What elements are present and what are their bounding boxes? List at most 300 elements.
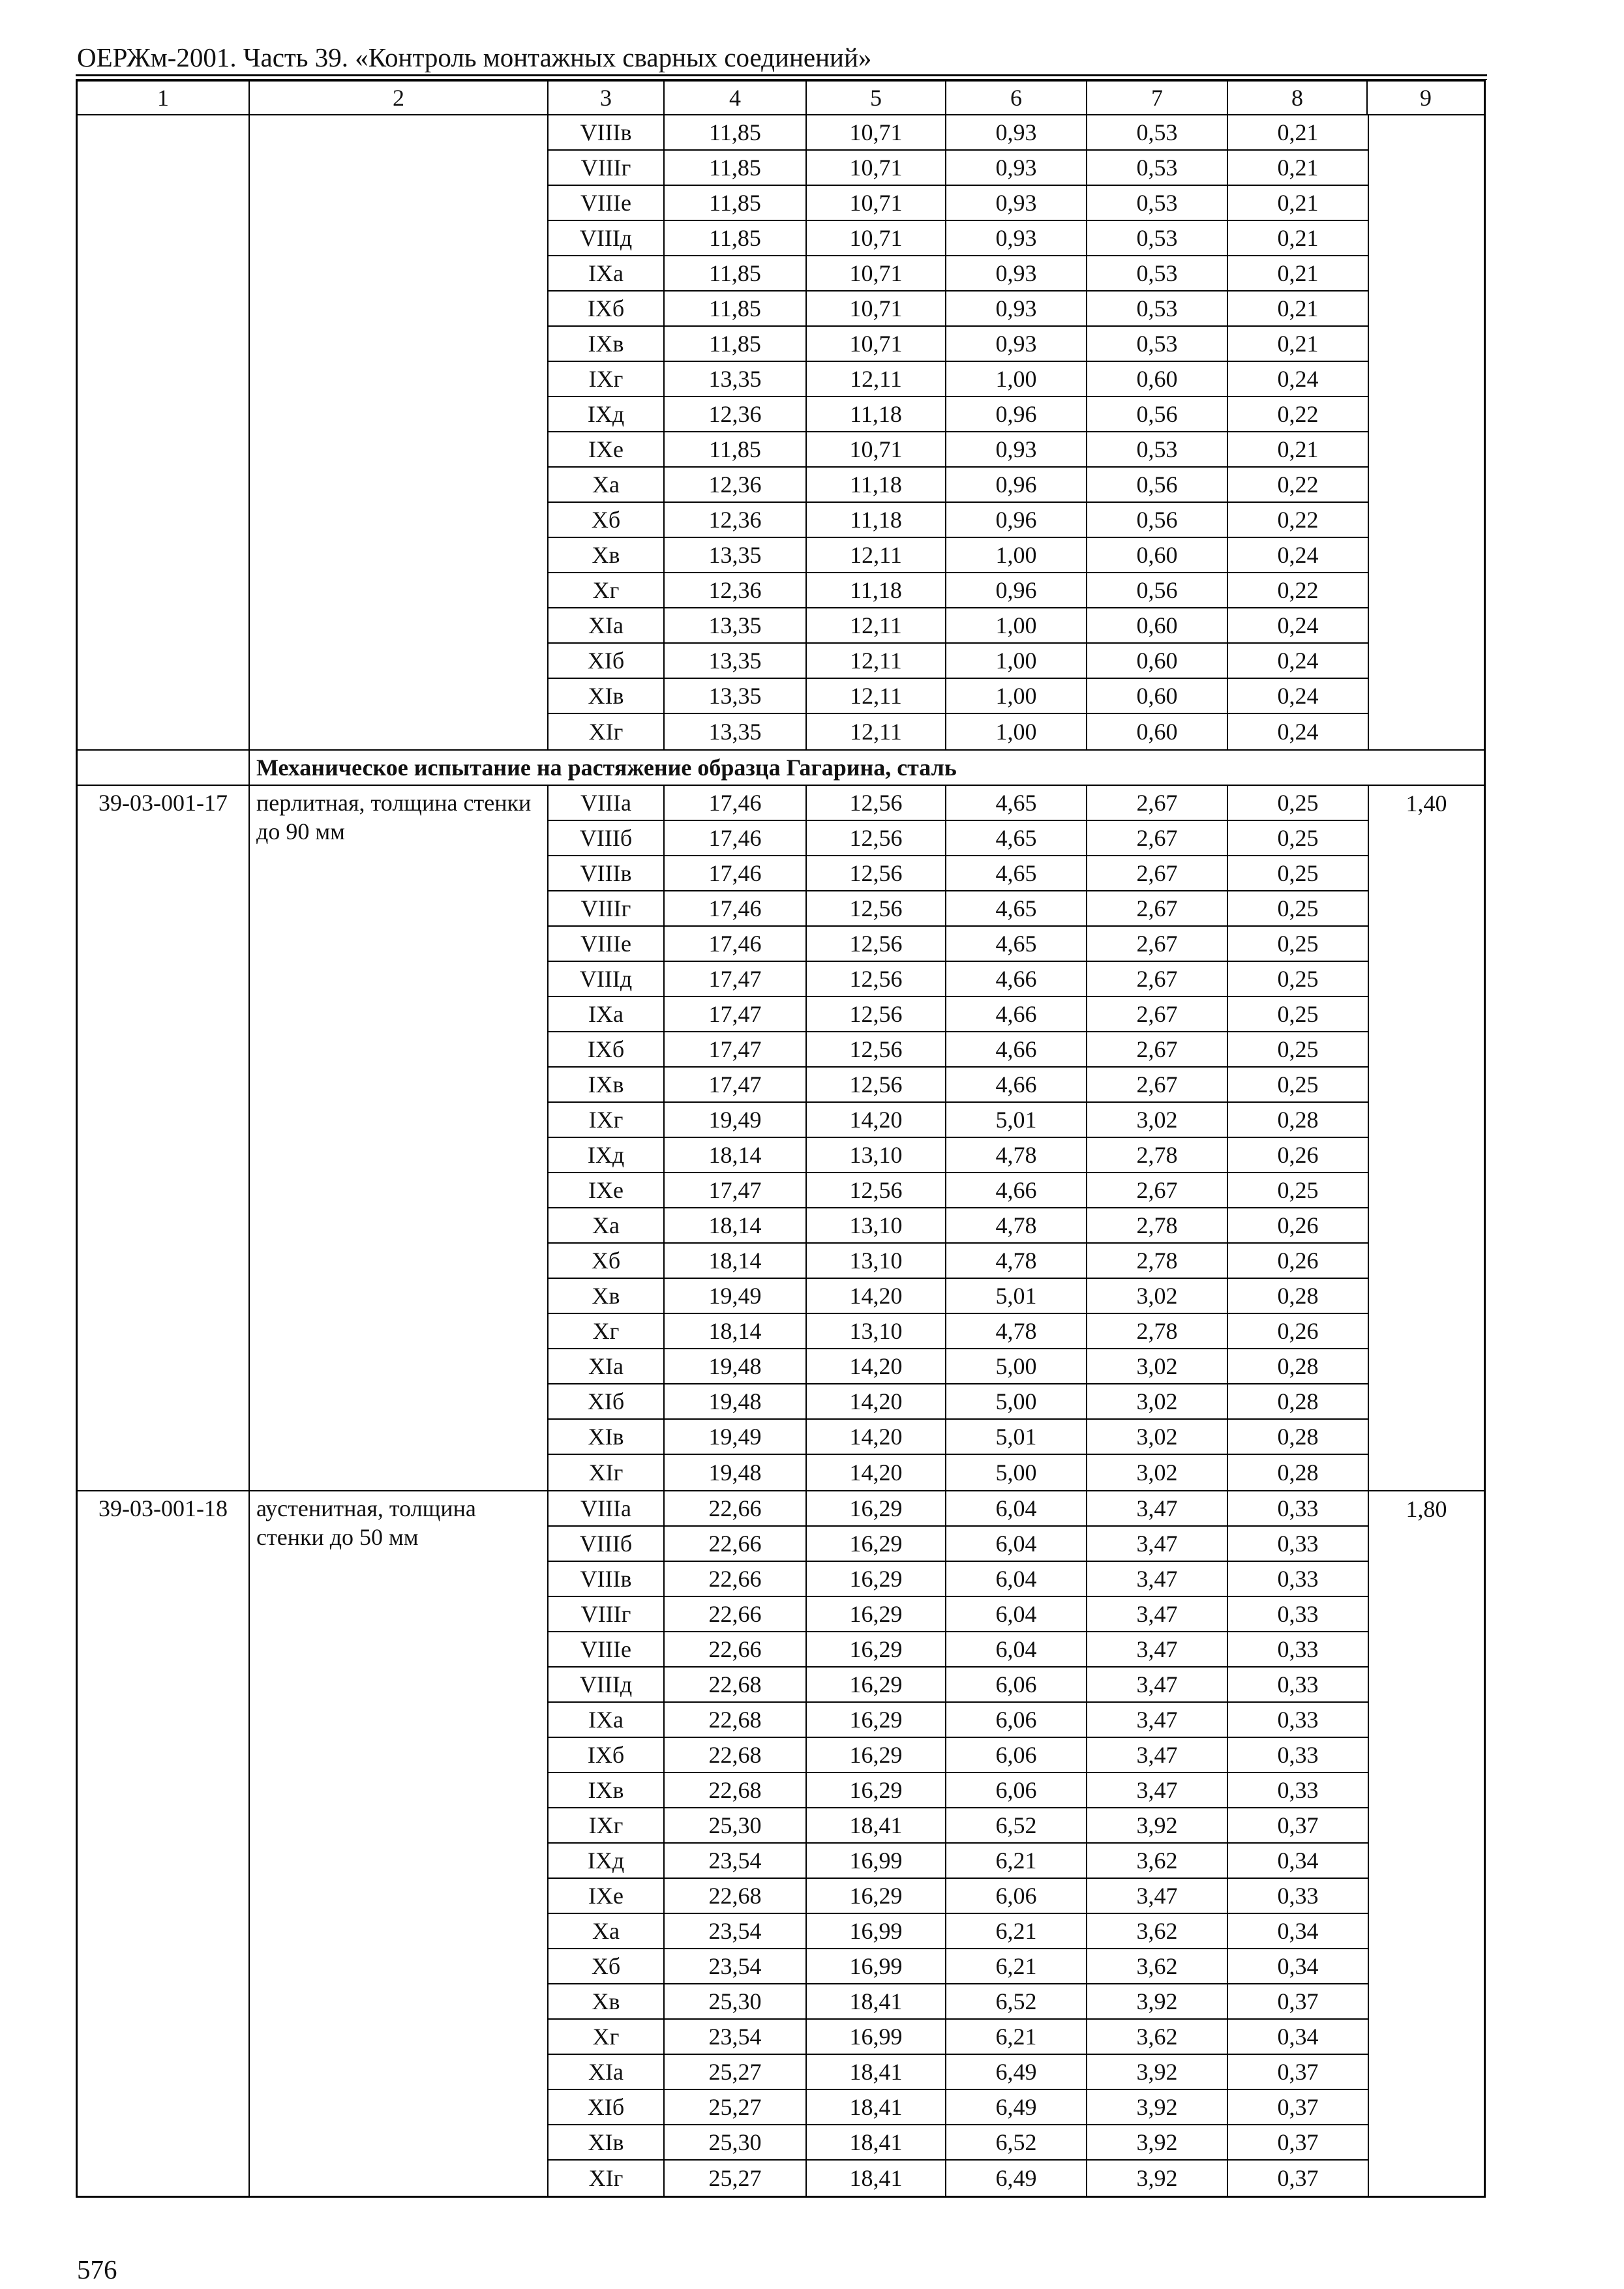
category-cell: IXб — [549, 1738, 665, 1772]
value-cell: 11,18 — [807, 503, 946, 537]
value-cell: 0,25 — [1277, 966, 1319, 992]
value-cell: 11,85 — [665, 115, 807, 149]
value-cell: 25,27 — [665, 2090, 807, 2124]
work-description — [250, 115, 549, 749]
value-cell: 0,25 — [1277, 790, 1319, 816]
value-cell: 0,37 — [1277, 2129, 1319, 2155]
value-cell: 12,11 — [807, 538, 946, 572]
value-cell: 12,56 — [807, 856, 946, 890]
value-cell: 16,99 — [807, 1949, 946, 1983]
table-row — [549, 821, 1368, 856]
value-cell: 0,25 — [1277, 1001, 1319, 1027]
value-cell: 3,62 — [1087, 1949, 1228, 1983]
value-cell: 0,53 — [1087, 151, 1228, 185]
column-number: 9 — [1420, 85, 1432, 111]
value-cell: 4,66 — [946, 1068, 1087, 1101]
table-row — [549, 573, 1368, 608]
value-cell: 0,22 — [1277, 471, 1319, 498]
value-cell: 0,26 — [1277, 1212, 1319, 1238]
page-header: ОЕРЖм-2001. Часть 39. «Контроль монтажных сварных соединений» — [77, 42, 872, 72]
table-row — [549, 115, 1368, 151]
value-cell: 3,92 — [1087, 2090, 1228, 2124]
value-cell: 3,47 — [1087, 1703, 1228, 1737]
value-cell: 0,26 — [1277, 1248, 1319, 1274]
rate-group — [78, 1491, 1484, 2196]
value-cell: 25,27 — [665, 2055, 807, 2089]
table-row — [549, 856, 1368, 891]
value-cell: 22,68 — [665, 1879, 807, 1913]
value-cell: 0,26 — [1277, 1318, 1319, 1344]
table-row — [549, 1879, 1368, 1914]
value-cell: 23,54 — [665, 1844, 807, 1878]
rates-table — [76, 80, 1486, 2198]
value-cell: 0,56 — [1087, 397, 1228, 431]
table-row — [549, 927, 1368, 962]
table-row — [549, 1279, 1368, 1314]
category-cell: IXг — [549, 362, 665, 396]
value-cell: 3,92 — [1087, 2125, 1228, 2159]
value-cell: 18,41 — [807, 2125, 946, 2159]
value-cell: 17,46 — [665, 786, 807, 820]
value-cell: 0,53 — [1087, 327, 1228, 361]
value-cell: 22,66 — [665, 1527, 807, 1561]
value-cell: 16,29 — [807, 1738, 946, 1772]
value-cell: 18,14 — [665, 1208, 807, 1242]
value-cell: 6,49 — [946, 2055, 1087, 2089]
value-cell: 0,33 — [1277, 1566, 1319, 1592]
value-cell: 0,93 — [946, 292, 1087, 325]
value-cell: 12,56 — [807, 927, 946, 961]
value-cell: 12,56 — [807, 1173, 946, 1207]
table-row — [549, 1314, 1368, 1349]
value-cell: 2,78 — [1087, 1244, 1228, 1278]
value-cell: 6,04 — [946, 1597, 1087, 1631]
value-cell: 6,21 — [946, 2020, 1087, 2054]
value-cell: 3,47 — [1087, 1738, 1228, 1772]
category-cell: XIб — [549, 644, 665, 678]
value-cell: 2,67 — [1087, 962, 1228, 996]
column-number: 6 — [946, 82, 1087, 114]
work-description: аустенитная, толщина стенки до 50 мм — [250, 1491, 549, 2196]
value-cell: 11,85 — [665, 256, 807, 290]
value-cell: 0,28 — [1277, 1459, 1319, 1486]
value-cell: 3,02 — [1087, 1455, 1228, 1490]
value-cell: 17,47 — [665, 1032, 807, 1066]
category-cell: IXг — [549, 1808, 665, 1842]
value-cell: 0,25 — [1277, 931, 1319, 957]
value-cell: 5,01 — [946, 1279, 1087, 1313]
value-cell: 3,47 — [1087, 1668, 1228, 1701]
value-cell: 18,41 — [807, 1984, 946, 2018]
value-cell: 22,68 — [665, 1703, 807, 1737]
table-row — [549, 151, 1368, 186]
data-rows — [549, 786, 1368, 1490]
value-cell: 22,68 — [665, 1738, 807, 1772]
value-cell: 3,92 — [1087, 2161, 1228, 2196]
value-cell: 19,48 — [665, 1384, 807, 1418]
value-cell: 12,56 — [807, 962, 946, 996]
category-cell: IXв — [549, 1773, 665, 1807]
value-cell: 0,24 — [1277, 612, 1319, 638]
value-cell: 13,10 — [807, 1138, 946, 1172]
value-cell: 18,14 — [665, 1244, 807, 1278]
table-row — [549, 1208, 1368, 1244]
category-cell: VIIIг — [549, 891, 665, 925]
column-number-row — [78, 82, 1484, 115]
value-cell: 4,78 — [946, 1138, 1087, 1172]
value-cell: 6,04 — [946, 1562, 1087, 1596]
table-row — [549, 362, 1368, 397]
rate-group — [78, 786, 1484, 1491]
value-cell: 10,71 — [807, 327, 946, 361]
value-cell: 19,49 — [665, 1279, 807, 1313]
category-cell: IXв — [549, 1068, 665, 1101]
column-number: 7 — [1087, 82, 1228, 114]
table-row — [549, 1773, 1368, 1808]
value-cell: 6,52 — [946, 1984, 1087, 2018]
value-cell: 6,49 — [946, 2161, 1087, 2196]
value-cell: 1,00 — [946, 644, 1087, 678]
value-cell: 4,65 — [946, 927, 1087, 961]
value-cell: 3,02 — [1087, 1349, 1228, 1383]
rate-code: 39-03-001-17 — [78, 786, 250, 1490]
column-number: 3 — [549, 82, 665, 114]
table-row — [549, 221, 1368, 256]
value-cell: 17,47 — [665, 962, 807, 996]
value-cell: 11,85 — [665, 151, 807, 185]
table-row — [549, 1668, 1368, 1703]
category-cell: XIа — [549, 1349, 665, 1383]
table-row — [549, 1844, 1368, 1879]
value-cell: 4,65 — [946, 786, 1087, 820]
value-cell: 6,52 — [946, 2125, 1087, 2159]
value-cell: 0,25 — [1277, 1036, 1319, 1062]
value-cell: 19,49 — [665, 1103, 807, 1137]
value-cell: 0,25 — [1277, 1071, 1319, 1098]
category-cell: IXд — [549, 1844, 665, 1878]
value-cell: 4,78 — [946, 1244, 1087, 1278]
value-cell: 11,85 — [665, 221, 807, 255]
category-cell: VIIIб — [549, 1527, 665, 1561]
table-row — [549, 997, 1368, 1032]
category-cell: VIIIа — [549, 786, 665, 820]
value-cell: 5,00 — [946, 1384, 1087, 1418]
table-row — [549, 1420, 1368, 1455]
category-cell: XIб — [549, 1384, 665, 1418]
value-cell: 0,25 — [1277, 895, 1319, 921]
column-9-value: 1,80 — [1368, 1491, 1484, 2196]
value-cell: 17,47 — [665, 1068, 807, 1101]
value-cell: 2,67 — [1087, 1032, 1228, 1066]
category-cell: Xв — [549, 538, 665, 572]
table-row — [549, 432, 1368, 468]
value-cell: 6,21 — [946, 1844, 1087, 1878]
table-row — [549, 538, 1368, 573]
value-cell: 6,06 — [946, 1879, 1087, 1913]
table-row — [549, 397, 1368, 432]
category-cell: IXа — [549, 997, 665, 1031]
value-cell: 0,53 — [1087, 221, 1228, 255]
value-cell: 2,67 — [1087, 927, 1228, 961]
value-cell: 4,78 — [946, 1314, 1087, 1348]
value-cell: 0,60 — [1087, 679, 1228, 713]
value-cell: 0,96 — [946, 468, 1087, 501]
value-cell: 0,33 — [1277, 1636, 1319, 1662]
value-cell: 0,25 — [1277, 1177, 1319, 1203]
table-row — [549, 1244, 1368, 1279]
category-cell: VIIIа — [549, 1491, 665, 1525]
table-row — [549, 327, 1368, 362]
table-row — [549, 1173, 1368, 1208]
value-cell: 10,71 — [807, 256, 946, 290]
value-cell: 2,67 — [1087, 1068, 1228, 1101]
category-cell: Xг — [549, 1314, 665, 1348]
value-cell: 17,47 — [665, 1173, 807, 1207]
value-cell: 0,93 — [946, 432, 1087, 466]
value-cell: 0,56 — [1087, 503, 1228, 537]
table-row — [549, 1032, 1368, 1068]
value-cell: 12,56 — [807, 997, 946, 1031]
value-cell: 18,41 — [807, 1808, 946, 1842]
value-cell: 1,00 — [946, 679, 1087, 713]
value-cell: 16,99 — [807, 2020, 946, 2054]
value-cell: 13,10 — [807, 1314, 946, 1348]
table-row — [549, 962, 1368, 997]
value-cell: 12,56 — [807, 1068, 946, 1101]
value-cell: 0,60 — [1087, 608, 1228, 642]
category-cell: VIIIб — [549, 821, 665, 855]
value-cell: 14,20 — [807, 1420, 946, 1454]
value-cell: 0,33 — [1277, 1671, 1319, 1698]
value-cell: 0,28 — [1277, 1353, 1319, 1379]
value-cell: 11,18 — [807, 573, 946, 607]
value-cell: 3,02 — [1087, 1103, 1228, 1137]
value-cell: 14,20 — [807, 1455, 946, 1490]
value-cell: 10,71 — [807, 221, 946, 255]
value-cell: 3,47 — [1087, 1491, 1228, 1525]
value-cell: 0,33 — [1277, 1495, 1319, 1521]
value-cell: 18,14 — [665, 1314, 807, 1348]
table-row — [549, 1349, 1368, 1384]
value-cell: 16,29 — [807, 1491, 946, 1525]
category-cell: Xв — [549, 1279, 665, 1313]
value-cell: 16,29 — [807, 1527, 946, 1561]
value-cell: 5,00 — [946, 1349, 1087, 1383]
value-cell: 1,00 — [946, 608, 1087, 642]
value-cell: 25,27 — [665, 2161, 807, 2196]
value-cell: 0,34 — [1277, 2024, 1319, 2050]
table-row — [549, 2161, 1368, 2196]
value-cell: 16,29 — [807, 1703, 946, 1737]
table-row — [549, 2020, 1368, 2055]
value-cell: 0,33 — [1277, 1883, 1319, 1909]
category-cell: Xа — [549, 1208, 665, 1242]
value-cell: 0,37 — [1277, 1988, 1319, 2014]
value-cell: 2,78 — [1087, 1208, 1228, 1242]
value-cell: 5,01 — [946, 1103, 1087, 1137]
value-cell: 6,21 — [946, 1914, 1087, 1948]
value-cell: 2,67 — [1087, 786, 1228, 820]
value-cell: 0,93 — [946, 256, 1087, 290]
value-cell: 14,20 — [807, 1279, 946, 1313]
value-cell: 0,93 — [946, 327, 1087, 361]
value-cell: 1,00 — [946, 362, 1087, 396]
value-cell: 4,66 — [946, 1173, 1087, 1207]
empty-cell — [78, 751, 250, 785]
value-cell: 14,20 — [807, 1103, 946, 1137]
value-cell: 18,41 — [807, 2090, 946, 2124]
value-cell: 13,35 — [665, 644, 807, 678]
value-cell: 6,06 — [946, 1738, 1087, 1772]
value-cell: 2,67 — [1087, 856, 1228, 890]
value-cell: 2,67 — [1087, 1173, 1228, 1207]
value-cell: 22,66 — [665, 1491, 807, 1525]
table-row — [549, 1914, 1368, 1949]
value-cell: 0,34 — [1277, 1848, 1319, 1874]
value-cell: 12,11 — [807, 362, 946, 396]
value-cell: 16,99 — [807, 1844, 946, 1878]
value-cell: 6,06 — [946, 1668, 1087, 1701]
value-cell: 10,71 — [807, 115, 946, 149]
value-cell: 23,54 — [665, 2020, 807, 2054]
column-number: 1 — [78, 82, 250, 114]
value-cell: 16,29 — [807, 1597, 946, 1631]
value-cell: 0,60 — [1087, 714, 1228, 749]
value-cell: 3,47 — [1087, 1527, 1228, 1561]
value-cell: 0,25 — [1277, 825, 1319, 851]
value-cell: 4,66 — [946, 997, 1087, 1031]
rate-code: 39-03-001-18 — [78, 1491, 250, 2196]
value-cell: 0,22 — [1277, 401, 1319, 427]
value-cell: 22,68 — [665, 1773, 807, 1807]
value-cell: 13,35 — [665, 679, 807, 713]
table-row — [549, 468, 1368, 503]
value-cell: 3,47 — [1087, 1879, 1228, 1913]
value-cell: 0,21 — [1277, 436, 1319, 462]
value-cell: 0,33 — [1277, 1742, 1319, 1768]
value-cell: 0,21 — [1277, 190, 1319, 216]
value-cell: 0,25 — [1277, 860, 1319, 886]
value-cell: 12,36 — [665, 468, 807, 501]
category-cell: VIIIв — [549, 115, 665, 149]
value-cell: 4,65 — [946, 891, 1087, 925]
value-cell: 11,18 — [807, 468, 946, 501]
category-cell: Xа — [549, 1914, 665, 1948]
value-cell: 4,66 — [946, 962, 1087, 996]
table-row — [549, 186, 1368, 221]
value-cell: 22,66 — [665, 1632, 807, 1666]
value-cell: 0,24 — [1277, 366, 1319, 392]
category-cell: VIIIв — [549, 1562, 665, 1596]
value-cell: 0,56 — [1087, 468, 1228, 501]
value-cell: 25,30 — [665, 1984, 807, 2018]
value-cell: 3,92 — [1087, 1984, 1228, 2018]
category-cell: XIв — [549, 679, 665, 713]
category-cell: XIг — [549, 2161, 665, 2196]
value-cell: 3,47 — [1087, 1597, 1228, 1631]
value-cell: 0,24 — [1277, 719, 1319, 745]
value-cell: 3,62 — [1087, 1914, 1228, 1948]
table-row — [549, 714, 1368, 749]
value-cell: 14,20 — [807, 1349, 946, 1383]
value-cell: 0,21 — [1277, 331, 1319, 357]
value-cell: 19,49 — [665, 1420, 807, 1454]
table-row — [549, 1384, 1368, 1420]
table-row — [549, 891, 1368, 927]
value-cell: 1,00 — [946, 538, 1087, 572]
data-rows — [549, 1491, 1368, 2196]
value-cell: 0,28 — [1277, 1388, 1319, 1414]
value-cell: 0,28 — [1277, 1283, 1319, 1309]
value-cell: 13,10 — [807, 1208, 946, 1242]
value-cell: 12,56 — [807, 821, 946, 855]
value-cell: 12,11 — [807, 679, 946, 713]
value-cell: 25,30 — [665, 2125, 807, 2159]
table-row — [549, 1527, 1368, 1562]
table-row — [549, 1597, 1368, 1632]
value-cell: 3,62 — [1087, 1844, 1228, 1878]
category-cell: XIг — [549, 714, 665, 749]
value-cell: 0,37 — [1277, 2094, 1319, 2120]
value-cell: 0,33 — [1277, 1531, 1319, 1557]
category-cell: VIIIд — [549, 1668, 665, 1701]
value-cell: 0,93 — [946, 115, 1087, 149]
section-row — [78, 751, 1484, 786]
header-rule — [76, 74, 1487, 76]
table-row — [549, 292, 1368, 327]
table-row — [549, 679, 1368, 714]
value-cell: 6,49 — [946, 2090, 1087, 2124]
value-cell: 0,53 — [1087, 256, 1228, 290]
page-number: 576 — [77, 2254, 117, 2284]
value-cell: 2,78 — [1087, 1314, 1228, 1348]
value-cell: 10,71 — [807, 151, 946, 185]
value-cell: 0,53 — [1087, 186, 1228, 220]
value-cell: 16,29 — [807, 1632, 946, 1666]
value-cell: 11,85 — [665, 292, 807, 325]
category-cell: XIв — [549, 2125, 665, 2159]
category-cell: VIIIд — [549, 221, 665, 255]
value-cell: 4,65 — [946, 821, 1087, 855]
value-cell: 5,00 — [946, 1455, 1087, 1490]
value-cell: 0,28 — [1277, 1424, 1319, 1450]
value-cell: 16,29 — [807, 1562, 946, 1596]
value-cell: 0,22 — [1277, 577, 1319, 603]
category-cell: VIIIв — [549, 856, 665, 890]
table-row — [549, 1632, 1368, 1668]
value-cell: 16,29 — [807, 1668, 946, 1701]
value-cell: 13,35 — [665, 714, 807, 749]
category-cell: IXд — [549, 1138, 665, 1172]
value-cell: 2,67 — [1087, 997, 1228, 1031]
value-cell: 3,92 — [1087, 1808, 1228, 1842]
value-cell: 6,06 — [946, 1773, 1087, 1807]
category-cell: IXа — [549, 256, 665, 290]
value-cell: 12,56 — [807, 1032, 946, 1066]
value-cell: 13,35 — [665, 538, 807, 572]
value-cell: 3,47 — [1087, 1773, 1228, 1807]
value-cell: 0,22 — [1277, 507, 1319, 533]
value-cell: 10,71 — [807, 186, 946, 220]
value-cell: 3,47 — [1087, 1562, 1228, 1596]
value-cell: 11,85 — [665, 186, 807, 220]
column-number: 8 — [1228, 82, 1368, 114]
category-cell: IXб — [549, 1032, 665, 1066]
category-cell: Xг — [549, 573, 665, 607]
value-cell: 16,29 — [807, 1879, 946, 1913]
value-cell: 0,37 — [1277, 1812, 1319, 1838]
value-cell: 0,96 — [946, 503, 1087, 537]
